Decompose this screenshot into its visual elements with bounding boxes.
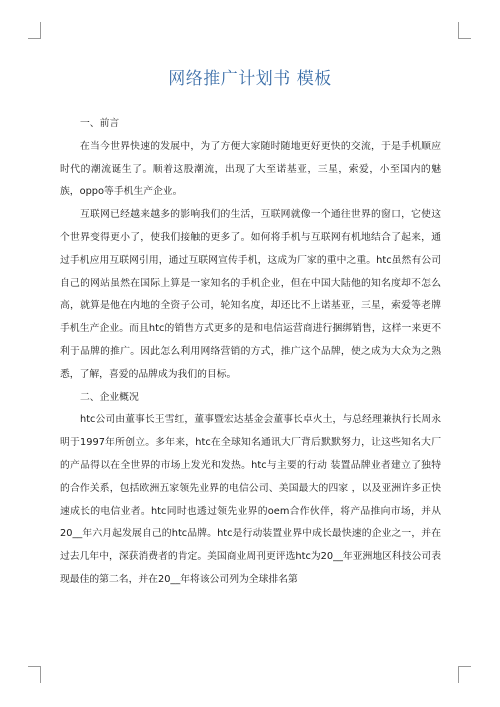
crop-mark-top-right [458,22,471,39]
crop-mark-bottom-right [458,666,471,683]
crop-mark-bottom-left [28,666,41,683]
document-title: 网络推广计划书 模板 [168,69,332,89]
crop-mark-top-left [28,22,41,39]
paragraph: 在当今世界快速的发展中，为了方便大家随时随地更好更快的交流，于是手机顺应时代的潮流诞生了。顺着这股潮流，出现了大至诺基亚，三星，索爱，小至国内的魅族，oppo等手机生产企业。 [60,140,441,198]
section-heading-company-overview: 二、企业概况 [80,391,139,403]
document-body [60,113,441,592]
section-heading-preface: 一、前言 [80,118,120,129]
paragraph: 互联网已经越来越多的影响我们的生活，互联网就像一个通往世界的窗口，它使这个世界变得更小了，使我们接触的更多了。如何将手机与互联网有机地结合了起来，通过手机应用互联网引用，通过互联网宣传手机，这成为厂家的重中之重。htc虽然有公司自己的网站虽然在国际上算是一家知名的手机企业，但在中国大陆他的知名度却不怎么高，就算是他在内地的全资子公司，轮知名度，却还比不上诺基亚，三星，索爱等老牌手机生产企业。而且htc的销售方式更多的是和电信运营商进行捆绑销售，这样一来更不利于品牌的推广。因此怎么利用网络营销的方式，推广这个品牌，使之成为大众为之熟悉，了解，喜爱的品牌成为我们的目标。 [60,209,441,380]
paragraph: htc公司由董事长王雪红，董事暨宏达基金会董事长卓火土，与总经理兼执行长周永明于1997年所创立。多年来，htc在全球知名通讯大厂背后默默努力，让这些知名大厂的产品得以在全世界的市场上发光和发热。htc与主要的行动 装置品牌业者建立了独特的合作关系，包括欧洲五家领先业界的电信公司、美国最大的四家 ，以及亚洲许多正快速成长的电信业者。htc同时也透过领先业界的oem合作伙伴，将产品推向市场，并从20__年六月起发展自己的htc品牌。htc是行动装置业界中成长最快速的企业之一，并在过去几年中，深获消费者的肯定。美国商业周刊更评选htc为20__年亚洲地区科技公司表现最佳的第二名，并在20__年将该公司列为全球排名第 [60,414,441,585]
